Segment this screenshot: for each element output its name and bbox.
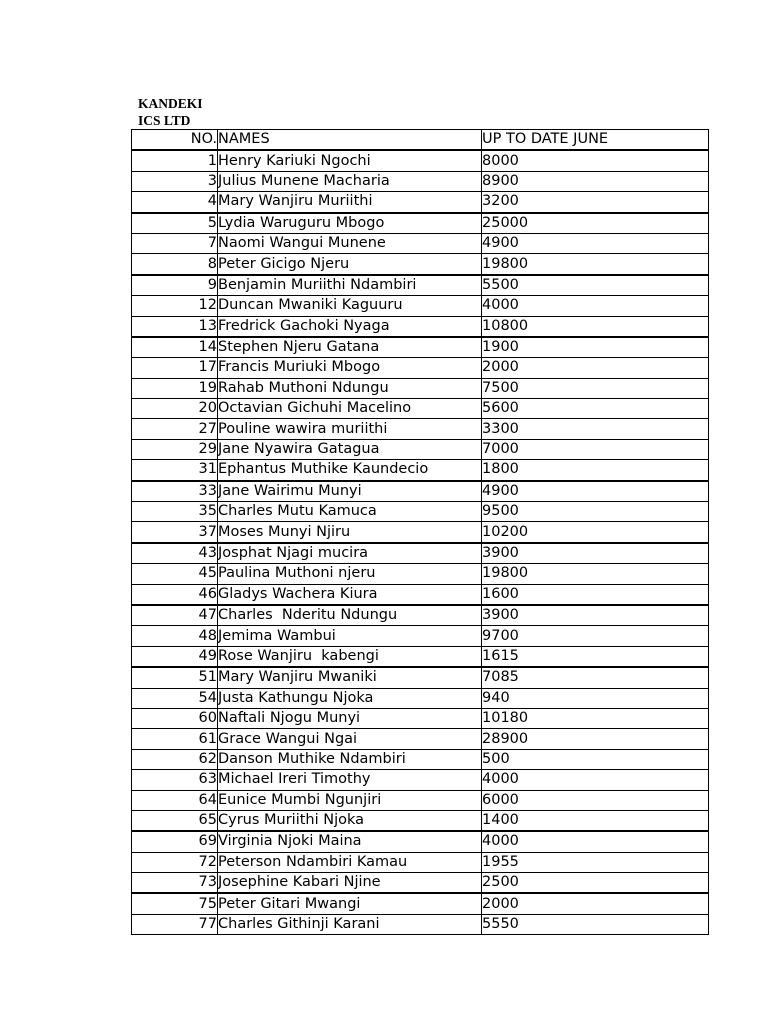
row-number-cell: 54 <box>132 688 218 708</box>
row-number-cell: 17 <box>132 358 218 378</box>
amount-cell: 1400 <box>482 810 709 831</box>
table-row <box>132 708 709 728</box>
member-name-cell: Henry Kariuki Ngochi <box>218 150 482 171</box>
member-name-cell: Julius Munene Macharia <box>218 171 482 191</box>
member-name-cell: Charles Mutu Kamuca <box>218 502 482 522</box>
table-row <box>132 770 709 790</box>
amount-cell: 5550 <box>482 914 709 934</box>
table-row <box>132 378 709 398</box>
amount-cell: 1955 <box>482 852 709 872</box>
row-number-cell: 47 <box>132 605 218 626</box>
member-name-cell: Rahab Muthoni Ndungu <box>218 378 482 398</box>
row-number-cell: 64 <box>132 790 218 810</box>
member-name-cell: Michael Ireri Timothy <box>218 770 482 790</box>
member-name-cell: Lydia Waruguru Mbogo <box>218 213 482 234</box>
row-number-cell: 14 <box>132 337 218 358</box>
row-number-cell: 27 <box>132 419 218 439</box>
row-number-cell: 9 <box>132 275 218 296</box>
amount-cell: 1800 <box>482 460 709 481</box>
amount-cell: 1900 <box>482 337 709 358</box>
amount-cell: 4900 <box>482 481 709 502</box>
amount-cell: 8000 <box>482 150 709 171</box>
table-row <box>132 749 709 769</box>
member-name-cell: Cyrus Muriithi Njoka <box>218 810 482 831</box>
row-number-cell: 3 <box>132 171 218 191</box>
row-number-cell: 4 <box>132 192 218 213</box>
member-name-cell: Paulina Muthoni njeru <box>218 564 482 584</box>
amount-cell: 25000 <box>482 213 709 234</box>
table-row <box>132 873 709 894</box>
row-number-cell: 20 <box>132 399 218 419</box>
company-name-line-2: ICS LTD <box>138 113 191 128</box>
amount-cell: 2000 <box>482 893 709 914</box>
table-row <box>132 296 709 316</box>
table-row <box>132 914 709 934</box>
member-name-cell: Peterson Ndambiri Kamau <box>218 852 482 872</box>
table-row <box>132 688 709 708</box>
member-name-cell: Pouline wawira muriithi <box>218 419 482 439</box>
amount-cell: 3900 <box>482 605 709 626</box>
row-number-cell: 73 <box>132 873 218 894</box>
amount-cell: 3300 <box>482 419 709 439</box>
amount-cell: 4000 <box>482 770 709 790</box>
column-header-names: NAMES <box>218 130 482 151</box>
member-name-cell: Octavian Gichuhi Macelino <box>218 399 482 419</box>
table-row <box>132 254 709 275</box>
table-row <box>132 358 709 378</box>
member-name-cell: Naomi Wangui Munene <box>218 233 482 253</box>
amount-cell: 2000 <box>482 358 709 378</box>
row-number-cell: 60 <box>132 708 218 728</box>
member-name-cell: Moses Munyi Njiru <box>218 522 482 543</box>
amount-cell: 7500 <box>482 378 709 398</box>
amount-cell: 28900 <box>482 729 709 749</box>
amount-cell: 19800 <box>482 564 709 584</box>
row-number-cell: 29 <box>132 439 218 459</box>
amount-cell: 2500 <box>482 873 709 894</box>
row-number-cell: 19 <box>132 378 218 398</box>
member-name-cell: Jane Nyawira Gatagua <box>218 439 482 459</box>
row-number-cell: 62 <box>132 749 218 769</box>
amount-cell: 7085 <box>482 667 709 688</box>
table-row <box>132 502 709 522</box>
members-table <box>131 129 709 935</box>
table-row <box>132 810 709 831</box>
table-row <box>132 729 709 749</box>
row-number-cell: 31 <box>132 460 218 481</box>
member-name-cell: Grace Wangui Ngai <box>218 729 482 749</box>
amount-cell: 4000 <box>482 831 709 852</box>
table-row <box>132 481 709 502</box>
table-row <box>132 275 709 296</box>
row-number-cell: 1 <box>132 150 218 171</box>
table-row <box>132 564 709 584</box>
member-name-cell: Peter Gitari Mwangi <box>218 893 482 914</box>
member-name-cell: Josephine Kabari Njine <box>218 873 482 894</box>
member-name-cell: Eunice Mumbi Ngunjiri <box>218 790 482 810</box>
row-number-cell: 77 <box>132 914 218 934</box>
amount-cell: 3900 <box>482 543 709 564</box>
amount-cell: 8900 <box>482 171 709 191</box>
amount-cell: 3200 <box>482 192 709 213</box>
member-name-cell: Peter Gicigo Njeru <box>218 254 482 275</box>
amount-cell: 5500 <box>482 275 709 296</box>
row-number-cell: 33 <box>132 481 218 502</box>
row-number-cell: 51 <box>132 667 218 688</box>
row-number-cell: 37 <box>132 522 218 543</box>
row-number-cell: 7 <box>132 233 218 253</box>
table-row <box>132 419 709 439</box>
column-header-no: NO. <box>132 130 218 151</box>
amount-cell: 10200 <box>482 522 709 543</box>
amount-cell: 940 <box>482 688 709 708</box>
table-row <box>132 460 709 481</box>
row-number-cell: 35 <box>132 502 218 522</box>
table-row <box>132 213 709 234</box>
row-number-cell: 72 <box>132 852 218 872</box>
row-number-cell: 65 <box>132 810 218 831</box>
member-name-cell: Rose Wanjiru kabengi <box>218 646 482 667</box>
amount-cell: 19800 <box>482 254 709 275</box>
member-name-cell: Jemima Wambui <box>218 626 482 646</box>
table-row <box>132 150 709 171</box>
table-header-row <box>132 130 709 151</box>
member-name-cell: Duncan Mwaniki Kaguuru <box>218 296 482 316</box>
member-name-cell: Jane Wairimu Munyi <box>218 481 482 502</box>
table-row <box>132 192 709 213</box>
amount-cell: 4900 <box>482 233 709 253</box>
table-row <box>132 399 709 419</box>
amount-cell: 1615 <box>482 646 709 667</box>
member-name-cell: Benjamin Muriithi Ndambiri <box>218 275 482 296</box>
member-name-cell: Charles Githinji Karani <box>218 914 482 934</box>
table-row <box>132 522 709 543</box>
company-name <box>138 95 203 129</box>
member-name-cell: Mary Wanjiru Muriithi <box>218 192 482 213</box>
row-number-cell: 12 <box>132 296 218 316</box>
table-row <box>132 337 709 358</box>
column-header-amount: UP TO DATE JUNE <box>482 130 709 151</box>
table-row <box>132 584 709 605</box>
amount-cell: 500 <box>482 749 709 769</box>
member-name-cell: Josphat Njagi mucira <box>218 543 482 564</box>
amount-cell: 10800 <box>482 316 709 337</box>
table-row <box>132 831 709 852</box>
table-row <box>132 790 709 810</box>
member-name-cell: Stephen Njeru Gatana <box>218 337 482 358</box>
table-row <box>132 439 709 459</box>
row-number-cell: 48 <box>132 626 218 646</box>
table-row <box>132 893 709 914</box>
row-number-cell: 8 <box>132 254 218 275</box>
row-number-cell: 49 <box>132 646 218 667</box>
table-row <box>132 233 709 253</box>
amount-cell: 5600 <box>482 399 709 419</box>
member-name-cell: Mary Wanjiru Mwaniki <box>218 667 482 688</box>
amount-cell: 9500 <box>482 502 709 522</box>
table-row <box>132 667 709 688</box>
table-row <box>132 646 709 667</box>
row-number-cell: 5 <box>132 213 218 234</box>
row-number-cell: 61 <box>132 729 218 749</box>
table-row <box>132 171 709 191</box>
row-number-cell: 63 <box>132 770 218 790</box>
member-name-cell: Ephantus Muthike Kaundecio <box>218 460 482 481</box>
table-row <box>132 543 709 564</box>
member-name-cell: Danson Muthike Ndambiri <box>218 749 482 769</box>
amount-cell: 9700 <box>482 626 709 646</box>
row-number-cell: 43 <box>132 543 218 564</box>
member-name-cell: Charles Nderitu Ndungu <box>218 605 482 626</box>
row-number-cell: 46 <box>132 584 218 605</box>
member-name-cell: Justa Kathungu Njoka <box>218 688 482 708</box>
table-row <box>132 605 709 626</box>
amount-cell: 1600 <box>482 584 709 605</box>
table-row <box>132 316 709 337</box>
table-row <box>132 626 709 646</box>
member-name-cell: Fredrick Gachoki Nyaga <box>218 316 482 337</box>
company-name-line-1: KANDEKI <box>138 96 203 111</box>
row-number-cell: 45 <box>132 564 218 584</box>
row-number-cell: 13 <box>132 316 218 337</box>
amount-cell: 10180 <box>482 708 709 728</box>
amount-cell: 6000 <box>482 790 709 810</box>
member-name-cell: Virginia Njoki Maina <box>218 831 482 852</box>
amount-cell: 4000 <box>482 296 709 316</box>
table-row <box>132 852 709 872</box>
member-name-cell: Gladys Wachera Kiura <box>218 584 482 605</box>
row-number-cell: 75 <box>132 893 218 914</box>
member-name-cell: Francis Muriuki Mbogo <box>218 358 482 378</box>
amount-cell: 7000 <box>482 439 709 459</box>
member-name-cell: Naftali Njogu Munyi <box>218 708 482 728</box>
row-number-cell: 69 <box>132 831 218 852</box>
